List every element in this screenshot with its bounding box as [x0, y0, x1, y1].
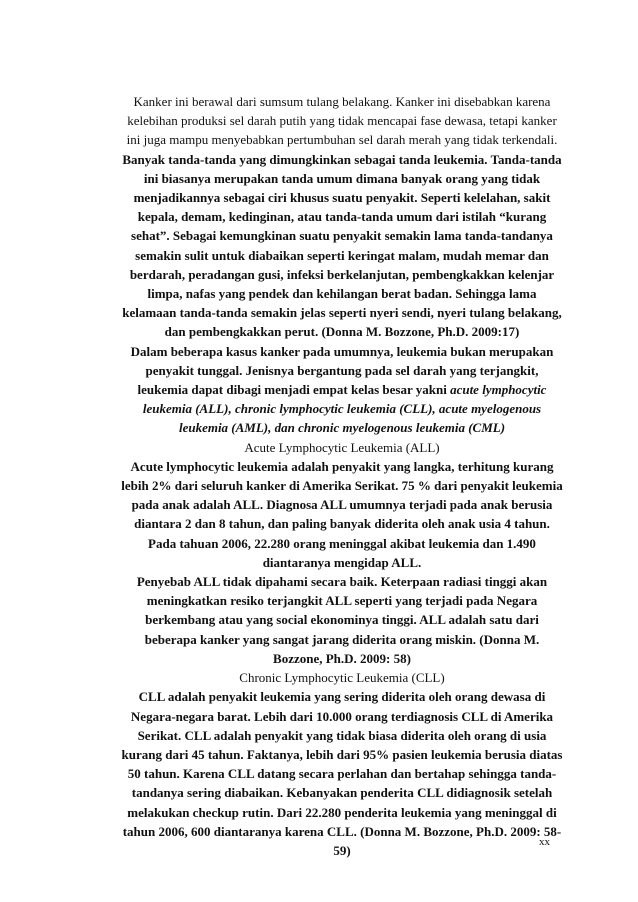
page-body — [120, 92, 564, 860]
heading-cll: Chronic Lymphocytic Leukemia (CLL) — [239, 670, 445, 686]
intro-paragraph: Kanker ini berawal dari sumsum tulang belakang. Kanker ini disebabkan karena kelebihan produksi sel darah putih yang tidak mencapai fase dewasa, tetapi kanker ini juga mampu menyebabkan pertumbuhan sel darah merah yang tidak terkendali. — [126, 94, 558, 148]
types-paragraph — [120, 342, 564, 438]
cll-description-paragraph: CLL adalah penyakit leukemia yang sering diderita oleh orang dewasa di Negara-negara barat. Lebih dari 10.000 orang terdiagnosis CLL di Amerika Serikat. CLL adalah penyakit yang tidak biasa diderita oleh orang di usia kurang dari 45 tahun. Faktanya, lebih dari 95% pasien leukemia berusia diatas 50 tahun. Karena CLL datang secara perlahan dan bertahap sehingga tanda-tandanya sering diabaikan. Kebanyakan penderita CLL didiagnosik setelah melakukan checkup rutin. Dari 22.280 penderita leukemia yang meninggal di tahun 2006, 600 diantaranya karena CLL. (Donna M. Bozzone, Ph.D. 2009: 58-59) — [121, 689, 563, 858]
all-cause-paragraph: Penyebab ALL tidak dipahami secara baik. Keterpaan radiasi tinggi akan meningkatkan resiko terjangkit ALL seperti yang terjadi pada Negara berkembang atau yang social ekonominya tinggi. ALL adalah satu dari beberapa kanker yang sangat jarang diderita orang miskin. (Donna M. Bozzone, Ph.D. 2009: 58) — [136, 574, 548, 666]
types-list-italic: acute lymphocytic leukemia (ALL), chronic lymphocytic leukemia (CLL), acute myelogenous leukemia (AML), dan chronic myelogenous leukemia (CML) — [142, 382, 547, 436]
all-description-paragraph: Acute lymphocytic leukemia adalah penyakit yang langka, terhitung kurang lebih 2% dari seluruh kanker di Amerika Serikat. 75 % dari penyakit leukemia pada anak adalah ALL. Diagnosa ALL umumnya terjadi pada anak berusia diantara 2 dan 8 tahun, dan paling banyak diderita oleh anak usia 4 tahun. Pada tahuan 2006, 22.280 orang meninggal akibat leukemia dan 1.490 diantaranya mengidap ALL. — [121, 458, 563, 570]
types-paragraph-text: Dalam beberapa kasus kanker pada umumnya, leukemia bukan merupakan penyakit tunggal. Jenisnya bergantung pada sel darah yang terjangkit, leukemia dapat dibagi menjadi empat kelas besar yakni — [130, 343, 554, 398]
heading-all: Acute Lymphocytic Leukemia (ALL) — [244, 439, 440, 455]
symptoms-paragraph: Banyak tanda-tanda yang dimungkinkan sebagai tanda leukemia. Tanda-tanda ini biasanya merupakan tanda umum dimana banyak orang yang tidak menjadikannya sebagai ciri khusus suatu penyakit. Seperti kelelahan, sakit kepala, demam, kedinginan, atau tanda-tanda umum dari istilah “kurang sehat”. Sebagai kemungkinan suatu penyakit semakin lama tanda-tandanya semakin sulit untuk diabaikan seperti keringat malam, mudah memar dan berdarah, peradangan gusi, infeksi berkelanjutan, pembengkakkan kelenjar limpa, nafas yang pendek dan kehilangan berat badan. Sehingga lama kelamaan tanda-tanda semakin jelas seperti nyeri sendi, nyeri tulang belakang, dan pembengkakkan perut. (Donna M. Bozzone, Ph.D. 2009:17) — [122, 151, 562, 340]
page-number: xx — [539, 836, 550, 848]
